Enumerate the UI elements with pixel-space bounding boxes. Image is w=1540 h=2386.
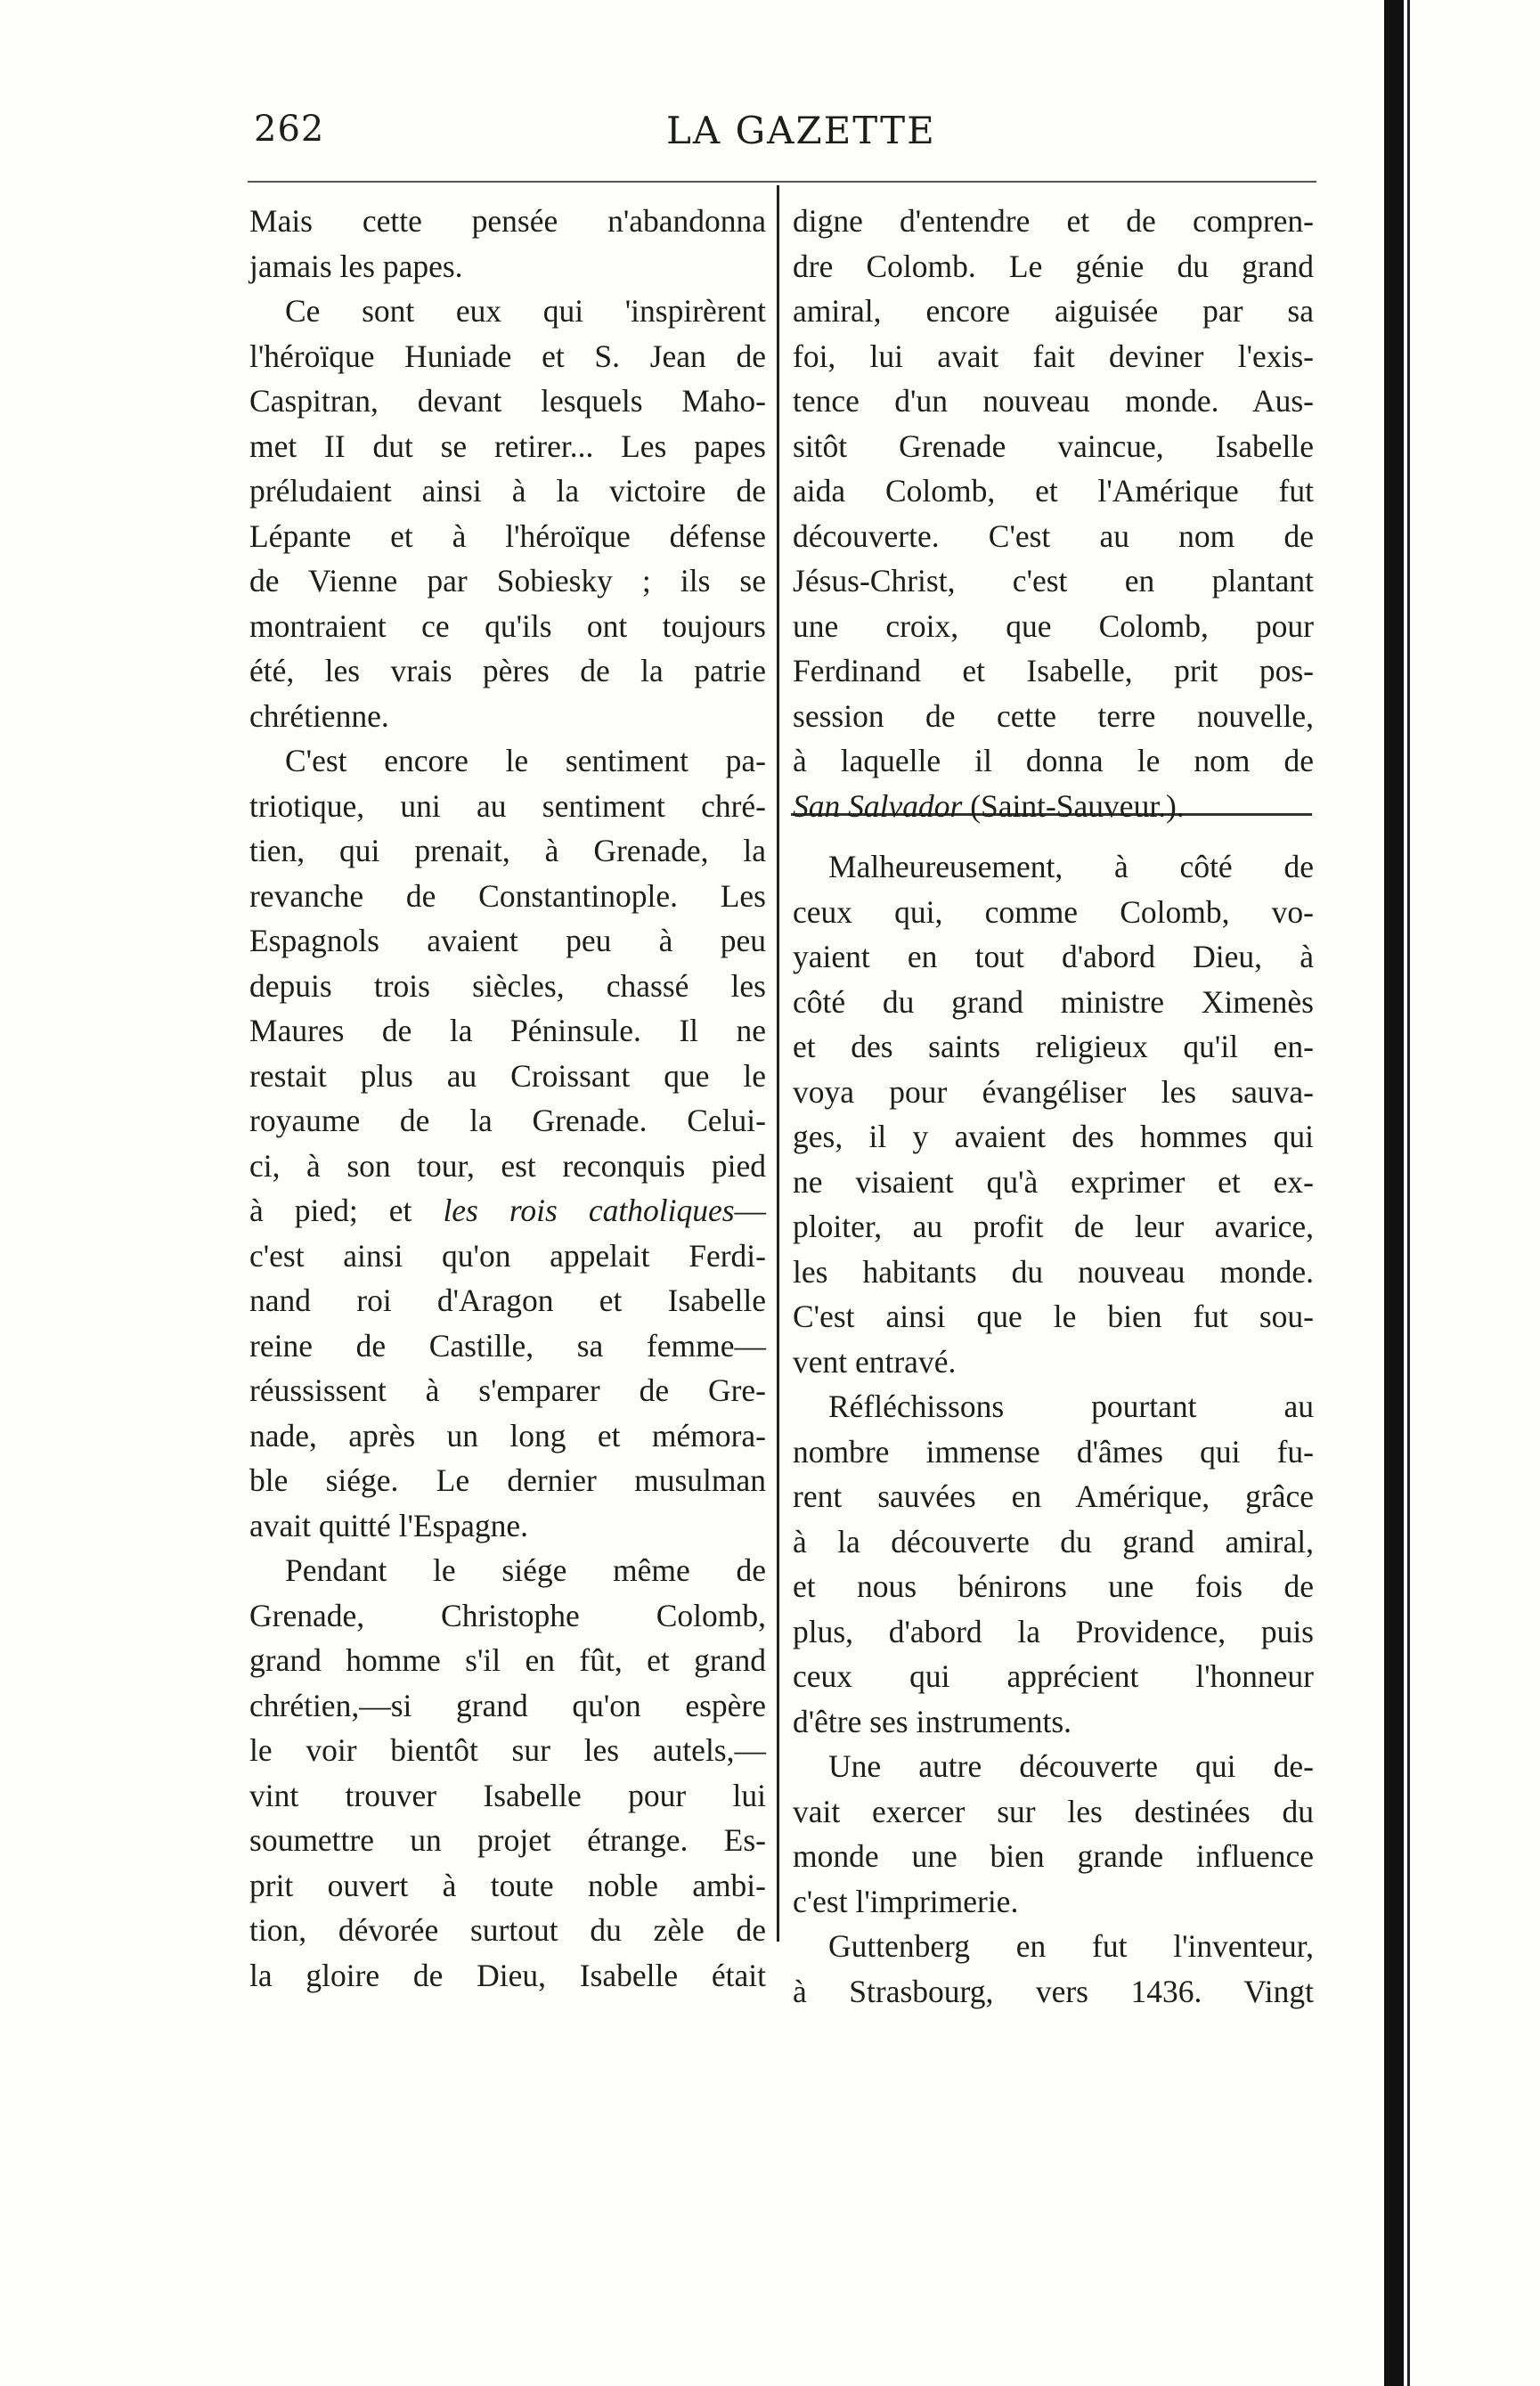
text-line: C'est ainsi que le bien fut sou- [793,1299,1314,1334]
text-line: Guttenberg en fut l'inventeur, [828,1928,1314,1964]
text-line: Grenade, Christophe Colomb, [249,1597,766,1633]
column-divider [777,185,779,1942]
text-line: tien, qui prenait, à Grenade, la [249,833,766,868]
text-line: chrétien,—si grand qu'on espère [249,1687,766,1723]
text-line: prit ouvert à toute noble ambi- [249,1867,766,1903]
text-line: foi, lui avait fait deviner l'exis- [793,338,1314,374]
text-line: les habitants du nouveau monde. [793,1253,1314,1290]
text-line: c'est l'imprimerie. [793,1883,1019,1919]
text-line: Réfléchissons pourtant au [828,1388,1314,1424]
text-line: de Vienne par Sobiesky ; ils se [249,563,766,599]
text-line: à pied; et les rois catholiques— [249,1193,767,1228]
text-line: été, les vrais pères de la patrie [249,653,766,688]
text-line: ploiter, au profit de leur avarice, [793,1209,1314,1244]
text-line: vait exercer sur les destinées du [793,1793,1314,1829]
running-title: LA GAZETTE [666,109,936,152]
text-line: dre Colomb. Le génie du grand [793,248,1314,284]
text-line: Pendant le siége même de [285,1552,766,1588]
text-line: triotique, uni au sentiment chré- [249,787,766,824]
text-line: amiral, encore aiguisée par sa [793,293,1314,329]
text-line: préludaient ainsi à la victoire de [249,473,766,509]
text-line: aida Colomb, et l'Amérique fut [793,473,1314,509]
text-line: Jésus-Christ, c'est en plantant [793,563,1314,599]
text-line: et des saints religieux qu'il en- [793,1029,1314,1064]
header-rule [248,181,1316,183]
right-column [793,199,1314,2014]
left-column [249,199,766,1998]
text-line: Malheureusement, à côté de [828,849,1314,884]
text-line: tion, dévorée surtout du zèle de [249,1912,766,1948]
text-line: montraient ce qu'ils ont toujours [249,607,766,644]
text-line: royaume de la Grenade. Celui- [249,1103,766,1138]
text-line: voya pour évangéliser les sauva- [793,1073,1314,1110]
text-line: ceux qui, comme Colomb, vo- [793,893,1314,930]
text-line: vint trouver Isabelle pour lui [249,1777,766,1813]
text-line: côté du grand ministre Ximenès [793,983,1314,1020]
section-gap [793,828,1314,844]
text-line: rent sauvées en Amérique, grâce [793,1478,1314,1514]
text-line: monde une bien grande influence [793,1838,1314,1874]
text-line: ges, il y avaient des hommes qui [793,1119,1314,1154]
text-line: vent entravé. [793,1343,957,1380]
text-line: sitôt Grenade vaincue, Isabelle [793,428,1314,464]
text-line: Caspitran, devant lesquels Maho- [249,383,766,419]
text-line: une croix, que Colomb, pour [793,607,1314,644]
text-line: l'héroïque Huniade et S. Jean de [249,338,766,374]
text-line: jamais les papes. [249,248,463,284]
text-line: restait plus au Croissant que le [249,1057,766,1094]
text-line: revanche de Constantinople. Les [249,877,766,914]
text-line: San Salvador (Saint-Sauveur.). [793,787,1185,824]
text-line: depuis trois siècles, chassé les [249,967,766,1004]
text-line: réussissent à s'emparer de Gre- [249,1372,766,1408]
text-line: la gloire de Dieu, Isabelle était [249,1957,766,1993]
text-line: ne visaient qu'à exprimer et ex- [793,1163,1314,1200]
text-line: yaient en tout d'abord Dieu, à [793,939,1314,974]
text-line: à Strasbourg, vers 1436. Vingt [793,1973,1314,2009]
text-line: chrétienne. [249,697,389,734]
page-number: 262 [254,109,325,150]
text-line: Mais cette pensée n'abandonna [249,203,766,239]
binding-edge-line [1407,0,1410,2386]
text-line: C'est encore le sentiment pa- [285,743,766,778]
text-line: à laquelle il donna le nom de [793,743,1314,778]
text-line: ceux qui apprécient l'honneur [793,1658,1314,1694]
text-line: le voir bientôt sur les autels,— [249,1732,766,1768]
text-line: soumettre un projet étrange. Es- [249,1822,766,1858]
text-line: session de cette terre nouvelle, [793,697,1314,734]
text-line: c'est ainsi qu'on appelait Ferdi- [249,1237,766,1274]
text-line: d'être ses instruments. [793,1703,1072,1739]
text-line: ci, à son tour, est reconquis pied [249,1147,766,1184]
text-line: Maures de la Péninsule. Il ne [249,1013,766,1048]
text-line: reine de Castille, sa femme— [249,1327,766,1364]
text-line: et nous bénirons une fois de [793,1568,1314,1604]
text-line: tence d'un nouveau monde. Aus- [793,383,1314,419]
text-line: nand roi d'Aragon et Isabelle [249,1283,766,1318]
text-line: à la découverte du grand amiral, [793,1523,1314,1559]
text-line: avait quitté l'Espagne. [249,1507,528,1543]
text-line: ble siége. Le dernier musulman [249,1462,766,1498]
text-line: nade, après un long et mémora- [249,1417,766,1454]
text-line: plus, d'abord la Providence, puis [793,1613,1314,1649]
text-line: met II dut se retirer... Les papes [249,428,766,464]
text-line: Ferdinand et Isabelle, prit pos- [793,653,1314,688]
text-line: digne d'entendre et de compren- [793,203,1314,239]
binding-edge [1384,0,1404,2386]
text-line: Ce sont eux qui 'inspirèrent [285,293,766,329]
text-line: Espagnols avaient peu à peu [249,923,766,958]
text-line: Une autre découverte qui de- [828,1748,1314,1784]
text-line: Lépante et à l'héroïque défense [249,517,766,554]
text-line: nombre immense d'âmes qui fu- [793,1433,1314,1470]
text-line: découverte. C'est au nom de [793,517,1314,554]
text-line: grand homme s'il en fût, et grand [249,1642,766,1678]
